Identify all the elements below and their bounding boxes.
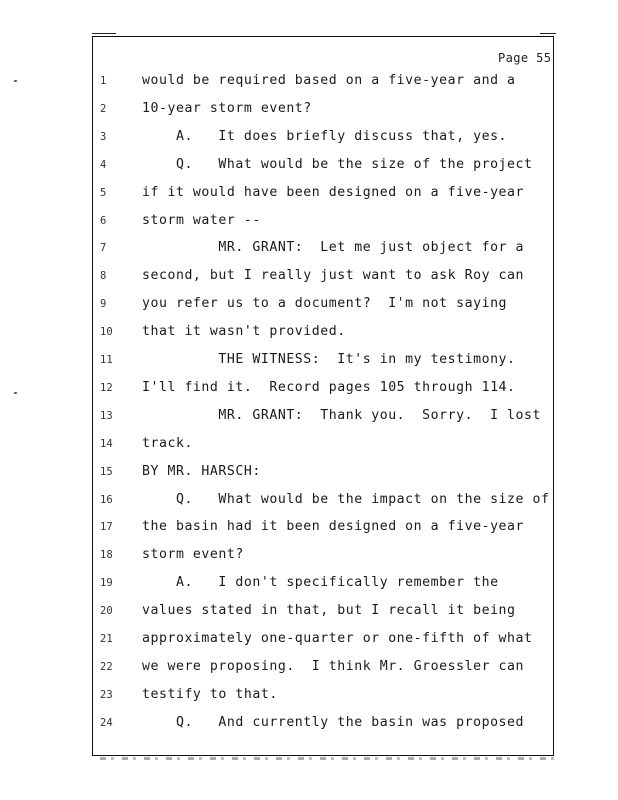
transcript-line-text: we were proposing. I think Mr. Groessler can	[142, 659, 525, 674]
transcript-line-text: the basin had it been designed on a five-year	[142, 519, 525, 534]
transcript-line-text: if it would have been designed on a five-year	[142, 185, 525, 200]
transcript-line-text: MR. GRANT: Thank you. Sorry. I lost	[142, 408, 542, 423]
transcript-line-text: you refer us to a document? I'm not saying	[142, 296, 508, 311]
transcript-line-text: THE WITNESS: It's in my testimony.	[142, 352, 516, 367]
transcript-line-text: approximately one-quarter or one-fifth of what	[142, 631, 533, 646]
line-number: 15	[100, 466, 113, 478]
line-number: 20	[100, 605, 113, 617]
line-number: 12	[100, 382, 113, 394]
transcript-line-text: storm water --	[142, 213, 261, 228]
line-number: 2	[100, 103, 107, 115]
line-number: 14	[100, 438, 113, 450]
transcript-line-text: values stated in that, but I recall it being	[142, 603, 516, 618]
line-number: 1	[100, 75, 107, 87]
line-number: 21	[100, 633, 113, 645]
transcript-line-text: BY MR. HARSCH:	[142, 464, 261, 479]
page-number: Page 55	[498, 51, 552, 65]
line-number: 22	[100, 661, 113, 673]
line-number: 9	[100, 298, 107, 310]
line-number: 13	[100, 410, 113, 422]
transcript-line-text: A. It does briefly discuss that, yes.	[142, 129, 508, 144]
transcript-line-text: Q. And currently the basin was proposed	[142, 715, 525, 730]
line-number: 23	[100, 689, 113, 701]
line-number: 19	[100, 577, 113, 589]
line-number: 11	[100, 354, 113, 366]
transcript-line-text: would be required based on a five-year and a	[142, 73, 516, 88]
line-number: 4	[100, 159, 107, 171]
line-number: 18	[100, 549, 113, 561]
line-number: 8	[100, 270, 107, 282]
line-number: 6	[100, 215, 107, 227]
transcript-line-text: 10-year storm event?	[142, 101, 312, 116]
line-number: 10	[100, 326, 113, 338]
margin-mark	[14, 80, 17, 82]
transcript-line-text: track.	[142, 436, 193, 451]
line-number: 5	[100, 187, 107, 199]
transcript-line-text: Q. What would be the impact on the size of	[142, 492, 550, 507]
transcript-line-text: A. I don't specifically remember the	[142, 575, 499, 590]
transcript-line-text: that it wasn't provided.	[142, 324, 346, 339]
transcript-line-text: MR. GRANT: Let me just object for a	[142, 240, 525, 255]
transcript-line-text: I'll find it. Record pages 105 through 114.	[142, 380, 516, 395]
line-number: 24	[100, 717, 113, 729]
line-number: 7	[100, 242, 107, 254]
line-number: 16	[100, 494, 113, 506]
transcript-line-text: second, but I really just want to ask Roy can	[142, 268, 525, 283]
transcript-line-text: testify to that.	[142, 687, 278, 702]
line-number: 17	[100, 521, 113, 533]
transcript-line-text: Q. What would be the size of the project	[142, 157, 533, 172]
bottom-scan-noise	[100, 757, 560, 760]
transcript-line-text: storm event?	[142, 547, 244, 562]
line-number: 3	[100, 131, 107, 143]
margin-mark	[14, 392, 17, 394]
